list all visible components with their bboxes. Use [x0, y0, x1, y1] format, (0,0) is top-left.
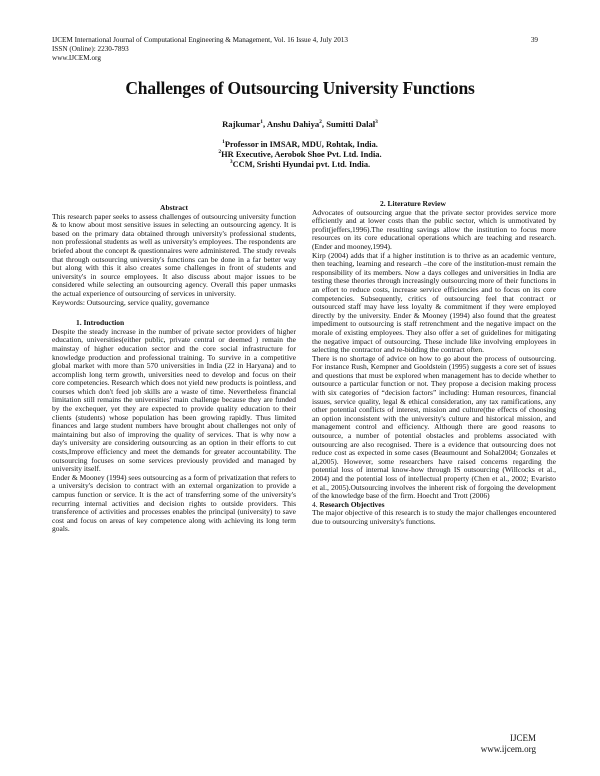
page-number: 39 [530, 36, 538, 44]
running-footer [481, 733, 536, 754]
issn-line: ISSN (Online): 2230-7893 [52, 45, 129, 53]
site-link[interactable]: www.IJCEM.org [52, 54, 101, 62]
affiliations [0, 140, 600, 170]
affiliation-3 [0, 160, 600, 170]
objectives-heading: Research Objectives [319, 499, 385, 509]
footer-journal: IJCEM [509, 733, 536, 743]
right-column [312, 199, 556, 527]
literature-paragraph-3: There is no shortage of advice on how to go about the process of outsourcing. For instance Rush, Kempner and Gooldstein (1995) suggests a core set of issues and questions that must be explored when management has to decide whether to outsource a particular function or not. They propose a decision making process with six categories of “decision factors” including: Human resources, financial issues, service quality, legal & ethical consideration, any tax ramifications, any other potential conflicts of interest, mission and culture(the effects of choosing an option inconsistent with the university's culture and historical mission, and management control and efficiency. Although there are good reasons to outsource, a number of potential obstacles and problems associated with outsourcing are also recognised. There is a evidence that outsourcing does not reduce cost as expected in some cases (Beaumount and Sohal2004; Gonzales et al,2005). However, some researchers have raised concerns regarding the potential loss of internal know-how through IS outsourcing (Willcocks et al., 2004) and the potential loss of intellectual property (Chen et al., 2002; Evaristo et al., 2005).Outsourcing involves the inherent risk of forgoing the development of the knowledge base of the firm. Hoecht and Trott (2006) [312, 353, 556, 501]
author-3-sup: 3 [375, 119, 378, 126]
affiliation-2-sup: 2 [218, 149, 222, 156]
literature-paragraph-2: Kirp (2004) adds that if a higher institution is to thrive as an academic venture, then teaching, learning and research –the core of the institution-must remain the responsibility of its members. Now a days colleges and universities in India are testing these theories through increasingly outsourcing more of their functions in an effort to reduce costs, increase service efficiencies and to focus on its core competencies. Subsequently, critics of outsourcing feel that contract or outsourced staff may have less loyalty & commitment if they were employed directly by the university. Ender & Mooney (1994) also found that the greatest impediment to outsourcing is staff retrenchment and the negative impact on the morale of existing employees. They also offer a set of guidelines for mitigating the negative impact of outsourcing. These include like involving employees in selecting the contractor and re-bidding the contract often. [312, 250, 556, 355]
affiliation-2-text: HR Executive, Aerobok Shoe Pvt. Ltd. India. [221, 150, 382, 159]
affiliation-1-sup: 1 [222, 139, 225, 146]
footer-site-link[interactable]: www.ijcem.org [480, 743, 536, 754]
author-3: Sumitti Dalal [326, 119, 376, 129]
author-line: Rajkumar$^1$, Anshu Dahiya$^2$, Sumitti Dalal$^3$ [222, 119, 378, 129]
introduction-paragraph-1: Despite the steady increase in the number of private sector providers of higher education, universities(either public, private central or deemed ) remain the mainstay of higher education sector and the core social infrastructure for knowledge production and professional training. To survive in a competitive global market with more than 570 universities in India (22 in Haryana) and to accomplish long term growth, universities need to develop and focus on their core competencies. Research which does not yield new products is pointless, and courses which don't feed job skills are a waste of time. Nevertheless financial limitation still remains the universities' main challenge because they are funded by the exchequer, yet they are expected to provide quality education to their clients (students) whose population has been growing rapidly. Thus limited finances and large student numbers have brought about challenges not only of maintaining but also of improving the quality of services. That is why now a day's university are considering outsourcing as an option in their efforts to cut costs,Improve efficiency and meet the demands for greater accountability. The outsourcing focuses on some services previously provided and managed by university itself. [52, 326, 296, 474]
objectives-number: 4. [312, 499, 320, 509]
author-1-sup: 1 [260, 119, 264, 126]
affiliation-1-text: Professor in IMSAR, MDU, Rohtak, India. [224, 140, 378, 149]
objectives-paragraph: The major objective of this research is to study the major challenges encountered due to outsourcing university's functions. [312, 508, 556, 526]
abstract-body: This research paper seeks to assess challenges of outsourcing university function & to know about most sensitive issues in selecting an outsourcing agency. It is based on the primary data obtained through university's professional students, non professional students as well as university's employees. The respondents are briefed about the concept & questionnaires were administered. The study reveals that through outsourcing university's functions can be done in a far better way but along with this it also creates some challenges in front of students and university's in source employees. It also discuss about major issues to be considered while selecting an outsourcing agency. Overall this paper unmasks the actual experience of outsourcing of services in university. [52, 211, 296, 298]
introduction-paragraph-2: Ender & Mooney (1994) sees outsourcing as a form of privatization that refers to a university's decision to contract with an external organization to provide a campus function or service. It is the act of transferring some of the university's recurring internal activities and decision rights to outside providers. This transference of activities and processes enables the principal (university) to save cost and focus on areas of key competence along with achieving its long term goals. [52, 472, 296, 534]
left-column [52, 204, 296, 534]
literature-paragraph-1: Advocates of outsourcing argue that the private sector provides service more efficiently and at lower costs than the public sector, which is unmotivated by profit(jeffers,1996).The resulting savings allow the institution to focus more resources on its core educational operations which are teaching and research.(Ender and mooney,1994). [312, 207, 556, 251]
running-header [52, 36, 348, 63]
paper-title: Challenges of Outsourcing University Functions [125, 78, 475, 98]
affiliation-3-text: CCM, Srishti Hyundai pvt. Ltd. India. [232, 160, 371, 169]
author-1: Rajkumar [222, 119, 261, 129]
abstract-heading: Abstract [160, 203, 188, 212]
journal-line: IJCEM International Journal of Computational Engineering & Management, Vol. 16 Issue 4, July 2013 [52, 36, 348, 44]
literature-review-heading: 2. Literature Review [380, 199, 446, 208]
affiliation-1 [0, 140, 600, 150]
author-2: Anshu Dahiya [266, 119, 320, 129]
introduction-heading: 1. Introduction [76, 318, 125, 328]
keywords: Keywords: Outsourcing, service quality, governance [52, 297, 210, 307]
affiliation-2 [0, 150, 600, 160]
author-2-sup: 2 [319, 119, 322, 126]
affiliation-3-sup: 3 [229, 159, 233, 166]
